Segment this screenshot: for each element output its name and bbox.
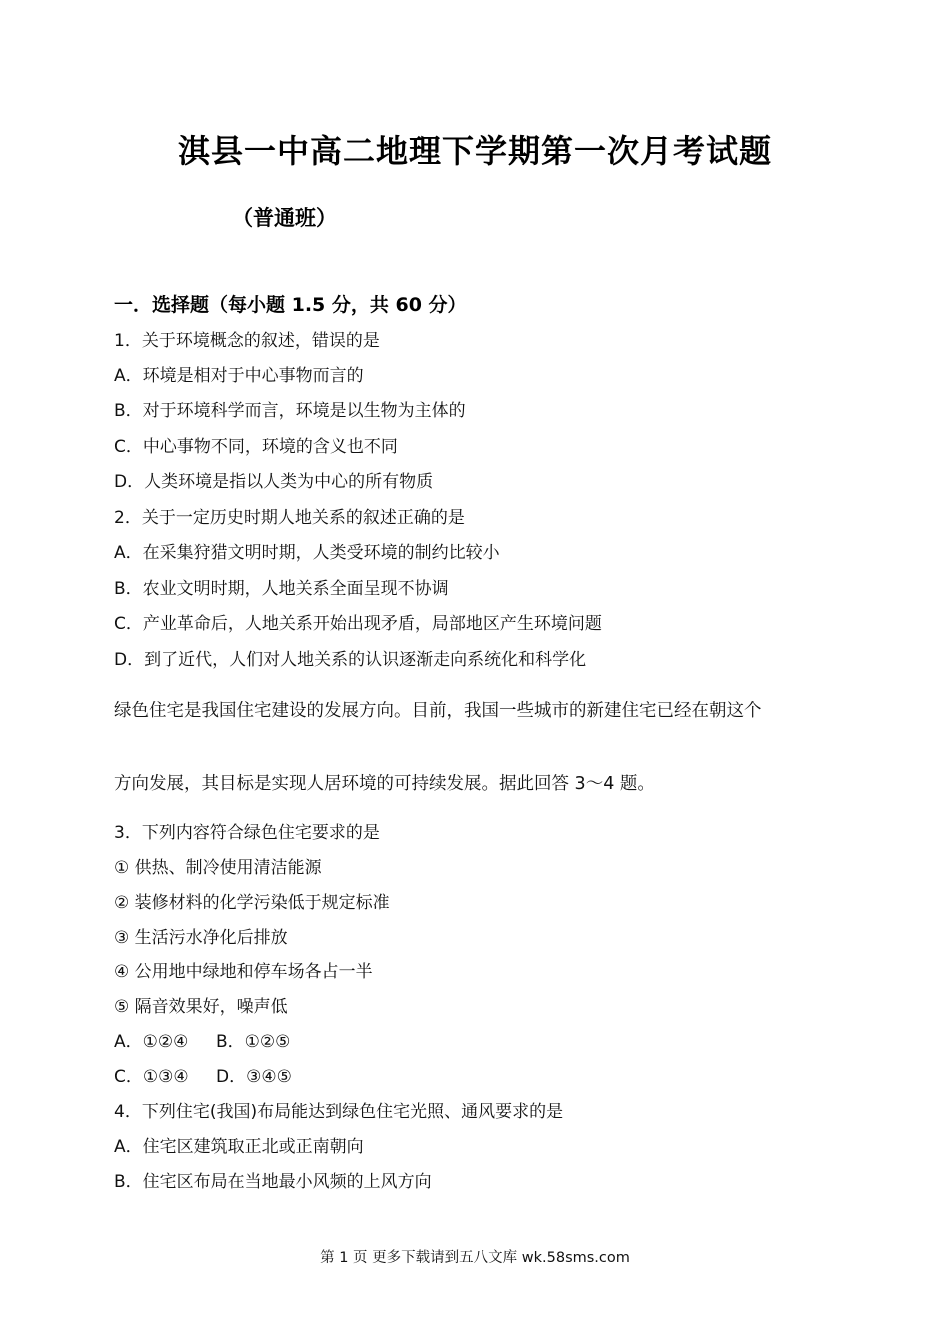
question-4-option-a: A．住宅区建筑取正北或正南朝向 xyxy=(114,1137,364,1157)
question-4-option-b: B．住宅区布局在当地最小风频的上风方向 xyxy=(114,1172,432,1192)
question-2-option-b: B．农业文明时期，人地关系全面呈现不协调 xyxy=(114,579,449,599)
section-heading: 一．选择题（每小题 1.5 分，共 60 分） xyxy=(114,294,467,316)
page-footer: 第 1 页 更多下载请到五八文库 wk.58sms.com xyxy=(320,1250,630,1266)
question-3-item-4: ④ 公用地中绿地和停车场各占一半 xyxy=(114,962,373,982)
question-3-item-5: ⑤ 隔音效果好，噪声低 xyxy=(114,997,288,1017)
question-3-options-ab xyxy=(114,1031,290,1053)
question-1-option-c: C．中心事物不同，环境的含义也不同 xyxy=(114,437,398,457)
question-2-option-a: A．在采集狩猎文明时期，人类受环境的制约比较小 xyxy=(114,543,500,563)
question-3-item-3: ③ 生活污水净化后排放 xyxy=(114,928,288,948)
question-3-item-1: ① 供热、制冷使用清洁能源 xyxy=(114,858,322,878)
question-1-option-b: B．对于环境科学而言，环境是以生物为主体的 xyxy=(114,401,466,421)
passage-line-2: 方向发展，其目标是实现人居环境的可持续发展。据此回答 3～4 题。 xyxy=(114,774,655,794)
exam-title: 淇县一中高二地理下学期第一次月考试题 xyxy=(177,132,772,170)
passage-line-1: 绿色住宅是我国住宅建设的发展方向。目前，我国一些城市的新建住宅已经在朝这个 xyxy=(114,701,762,721)
question-3-option-b: B．①②⑤ xyxy=(216,1032,291,1052)
question-3-option-a: A．①②④ xyxy=(114,1032,189,1052)
question-3-options-cd xyxy=(114,1066,292,1088)
question-2-option-c: C．产业革命后，人地关系开始出现矛盾，局部地区产生环境问题 xyxy=(114,614,602,634)
question-3-stem: 3．下列内容符合绿色住宅要求的是 xyxy=(114,823,380,843)
question-1-stem: 1．关于环境概念的叙述，错误的是 xyxy=(114,331,380,351)
question-3-item-2: ② 装修材料的化学污染低于规定标准 xyxy=(114,893,390,913)
question-2-stem: 2．关于一定历史时期人地关系的叙述正确的是 xyxy=(114,508,465,528)
question-1-option-d: D．人类环境是指以人类为中心的所有物质 xyxy=(114,472,434,492)
question-2-option-d: D．到了近代，人们对人地关系的认识逐渐走向系统化和科学化 xyxy=(114,650,587,670)
question-3-option-c: C．①③④ xyxy=(114,1067,189,1087)
question-1-option-a: A．环境是相对于中心事物而言的 xyxy=(114,366,364,386)
question-4-stem: 4．下列住宅(我国)布局能达到绿色住宅光照、通风要求的是 xyxy=(114,1102,564,1122)
exam-subtitle: （普通班） xyxy=(232,206,337,230)
question-3-option-d: D．③④⑤ xyxy=(216,1067,292,1087)
